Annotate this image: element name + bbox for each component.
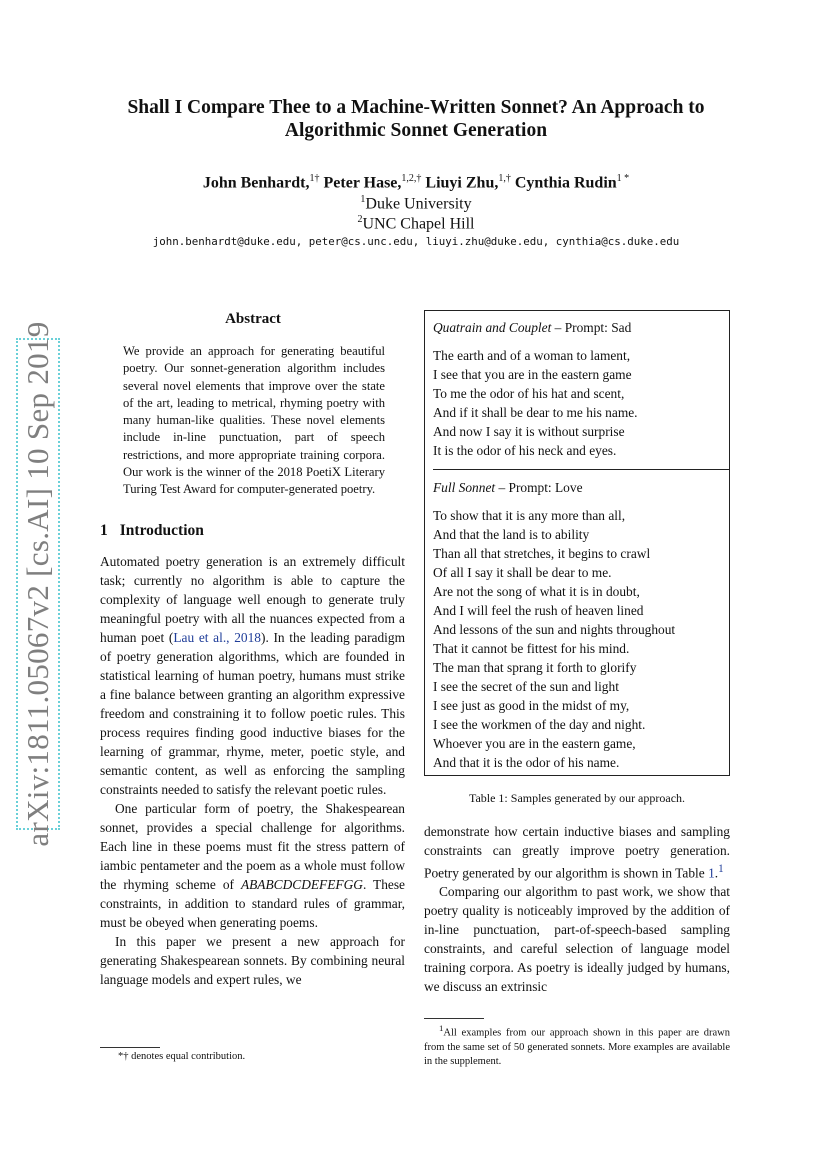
title-line-2: Algorithmic Sonnet Generation [284, 120, 548, 141]
affiliation [100, 214, 732, 233]
poem-line: And lessons of the sun and nights throughout [433, 622, 676, 637]
abstract-heading: Abstract [225, 311, 281, 327]
sample-label: Full Sonnet [433, 480, 496, 495]
author-affil-mark: 1,2,† [401, 173, 422, 184]
author-affil-mark: 1,† [498, 173, 511, 184]
poem-line: Of all I say it shall be dear to me. [433, 565, 612, 580]
poem-line: The man that sprang it forth to glorify [433, 660, 637, 675]
paper-title [100, 96, 732, 142]
section-heading [100, 522, 204, 540]
footnote [424, 1021, 730, 1069]
footnote-rule [100, 1047, 160, 1048]
poem-line: And I will feel the rush of heaven lined [433, 603, 644, 618]
poem-line: To me the odor of his hat and scent, [433, 386, 625, 401]
paragraph-text: . [714, 865, 719, 881]
author-emails: john.benhardt@duke.edu, peter@cs.unc.edu, liuyi.zhu@duke.edu, cynthia@cs.duke.edu [152, 235, 680, 248]
author-name: Peter Hase, [323, 174, 402, 192]
footnote-text: All examples from our approach shown in this paper are drawn from the same set of 50 generated sonnets. More examples are available in the supplement. [424, 1027, 730, 1067]
table-ref-link[interactable]: 1 [708, 865, 715, 881]
rhyme-scheme: ABABCDCDEFEFGG [240, 877, 363, 892]
poem-line: The earth and of a woman to lament, [433, 348, 631, 363]
poem-line: I see that you are in the eastern game [433, 367, 632, 382]
author-name: Cynthia Rudin [514, 174, 617, 192]
paragraph [100, 799, 405, 932]
table-caption: Table 1: Samples generated by our approach. [468, 791, 686, 805]
poem-line: It is the odor of his neck and eyes. [433, 443, 617, 458]
author-affil-mark: 1† [309, 173, 320, 184]
poem-line: To show that it is any more than all, [433, 508, 626, 523]
quatrain-poem [433, 346, 638, 460]
poem-line: And that the land is to ability [433, 527, 590, 542]
abstract-text: We provide an approach for generating beautiful poetry. Our sonnet-generation algorithm includes several novel elements that improve over the state of the art, leading to metrical, rhyming poetry with many human-like qualities. These novel elements include in-line punctuation, part of speech restrictions, and more appropriate training corpora. Our work is the winner of the 2018 PoetiX Literary Turing Test Award for computer-generated poetry. [123, 344, 385, 497]
affiliation-name: Duke University [365, 195, 472, 213]
poem-line: Are not the song of what it is in doubt, [433, 584, 640, 599]
author-name: John Benhardt, [202, 174, 310, 192]
section-number: 1 [100, 522, 108, 539]
affiliation-name: UNC Chapel Hill [362, 215, 475, 233]
footnote: *† denotes equal contribution. [118, 1051, 246, 1062]
poem-line: That it cannot be fittest for his mind. [433, 641, 630, 656]
table-section-header [433, 480, 583, 496]
footnote-rule [424, 1018, 484, 1019]
affiliation-mark: 2 [357, 214, 363, 225]
affiliation-mark: 1 [360, 194, 366, 205]
paragraph: Comparing our algorithm to past work, we show that poetry quality is noticeably improved by the addition of in-line punctuation, part-of-speech-based sampling constraints, and careful selection of language model training corpora. As poetry is ideally judged by humans, we discuss an extrinsic [424, 884, 730, 995]
title-line-1: Shall I Compare Thee to a Machine-Written Sonnet? An Approach to [127, 97, 705, 118]
paragraph-text: . These constraints, in addition to standard rules of grammar, must be obeyed when generating poems. [100, 877, 405, 930]
poem-line: I see the secret of the sun and light [433, 679, 619, 694]
footnote-number: 1 [439, 1023, 444, 1033]
poem-line: I see the workmen of the day and night. [433, 717, 646, 732]
sample-prompt: – Prompt: Love [495, 480, 583, 495]
poem-line: And now I say it is without surprise [433, 424, 625, 439]
left-column-body [100, 552, 405, 989]
arxiv-identifier: arXiv:1811.05067v2 [cs.AI] 10 Sep 2019 [20, 321, 55, 847]
paragraph-text: ). In the leading paradigm of poetry generation algorithms, which are founded in statistical learning of human poetry, humans must strike a fine balance between granting an algorithm expressive freedom and constraining it to follow poetic rules. This process requires finding good inductive biases for the learning of grammar, rhyme, meter, poetic style, and semantic content, as well as enforcing the sampling constraints needed to satisfy the relevant poetic rules. [100, 630, 405, 797]
author-list [100, 173, 732, 192]
poem-line: I see just as good in the midst of my, [433, 698, 630, 713]
paragraph [100, 552, 405, 799]
author-name: Liuyi Zhu, [425, 174, 499, 192]
affiliation [100, 194, 732, 213]
table-divider [433, 469, 730, 470]
paragraph-text: One particular form of poetry, the Shakespearean sonnet, provides a special challenge for algorithms. Each line in these poems must fit the stress pattern of iambic pentameter and the poem as a whole must follow the rhyming scheme of [100, 801, 405, 892]
arxiv-stamp [16, 321, 60, 847]
paragraph-text: demonstrate how certain inductive biases and sampling constraints can greatly improve poetry generation. Poetry generated by our algorithm is shown in Table [424, 824, 730, 881]
sample-label: Quatrain and Couplet [433, 320, 552, 335]
sample-table [424, 310, 730, 776]
poem-line: And that it is the odor of his name. [433, 755, 620, 770]
poem-line: Whoever you are in the eastern game, [433, 736, 636, 751]
author-affil-mark: 1 * [616, 173, 630, 184]
paragraph-text: Automated poetry generation is an extremely difficult task; currently no algorithm is able to capture the complexity of language well enough to generate truly meaningful poetry with all the nuances expected from a human poet ( [100, 554, 405, 645]
footnote-mark[interactable]: 1 [718, 863, 724, 875]
section-title: Introduction [119, 522, 204, 539]
sonnet-poem [433, 506, 675, 772]
sample-prompt: – Prompt: Sad [551, 320, 632, 335]
paragraph [424, 822, 730, 882]
paragraph: In this paper we present a new approach for generating Shakespearean sonnets. By combining neural language models and expert rules, we [100, 934, 405, 987]
poem-line: Than all that stretches, it begins to crawl [433, 546, 651, 561]
poem-line: And if it shall be dear to me his name. [433, 405, 638, 420]
right-column-body [424, 822, 730, 996]
citation-link[interactable]: Lau et al., 2018 [173, 630, 261, 645]
table-section-header [433, 320, 631, 336]
